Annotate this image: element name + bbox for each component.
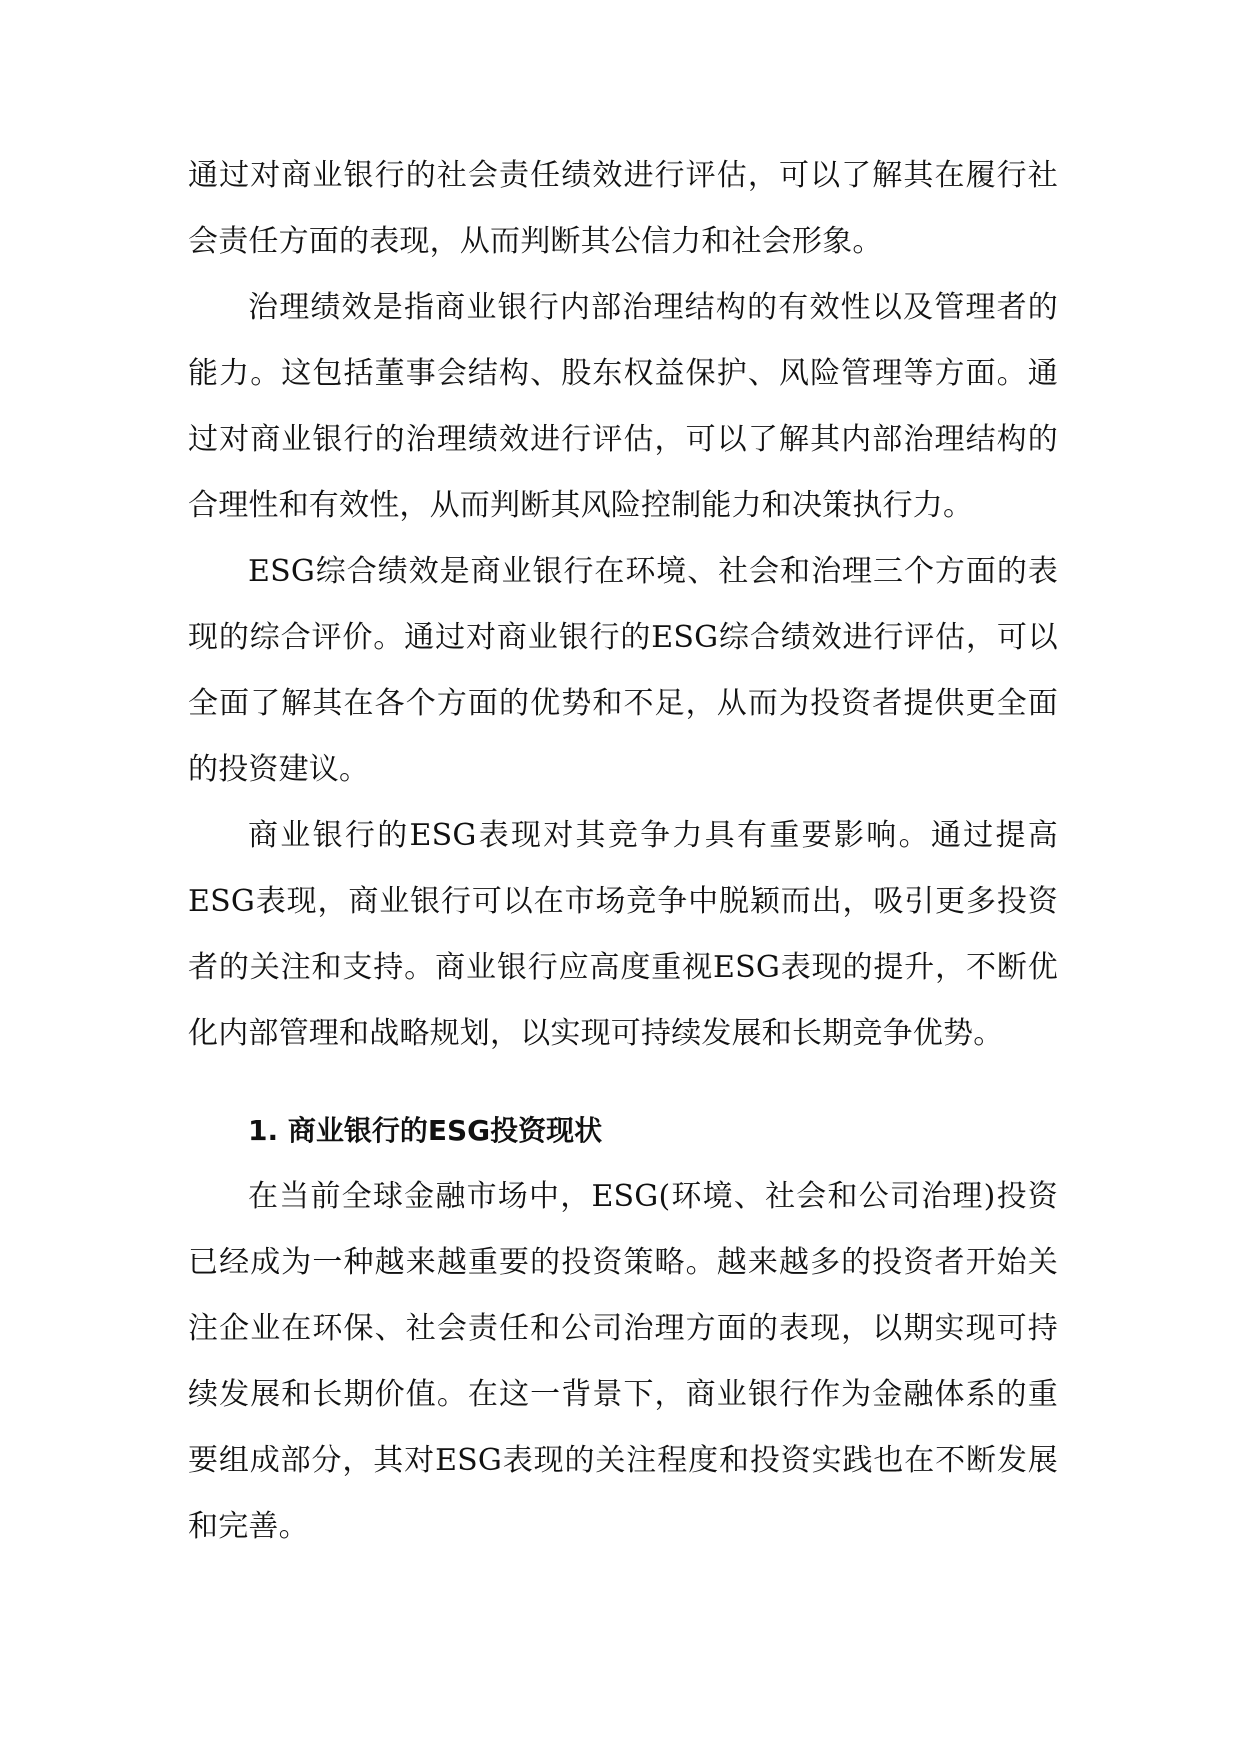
paragraph-esg-composite-performance: ESG综合绩效是商业银行在环境、社会和治理三个方面的表现的综合评价。通过对商业银行的ESG综合绩效进行评估，可以全面了解其在各个方面的优势和不足，从而为投资者提供更全面的投资建议。: [188, 554, 1058, 787]
paragraph-continuation: 通过对商业银行的社会责任绩效进行评估，可以了解其在履行社会责任方面的表现，从而判断其公信力和社会形象。: [188, 158, 1058, 259]
paragraph-esg-competitiveness: 商业银行的ESG表现对其竞争力具有重要影响。通过提高ESG表现，商业银行可以在市场竞争中脱颖而出，吸引更多投资者的关注和支持。商业银行应高度重视ESG表现的提升，不断优化内部管理和战略规划，以实现可持续发展和长期竞争优势。: [188, 818, 1058, 1051]
section-heading: 1. 商业银行的ESG投资现状: [248, 1114, 603, 1147]
paragraph-governance-performance: 治理绩效是指商业银行内部治理结构的有效性以及管理者的能力。这包括董事会结构、股东权益保护、风险管理等方面。通过对商业银行的治理绩效进行评估，可以了解其内部治理结构的合理性和有效性，从而判断其风险控制能力和决策执行力。: [188, 290, 1058, 523]
paragraph-esg-investment-status: 在当前全球金融市场中，ESG(环境、社会和公司治理)投资已经成为一种越来越重要的投资策略。越来越多的投资者开始关注企业在环保、社会责任和公司治理方面的表现，以期实现可持续发展和长期价值。在这一背景下，商业银行作为金融体系的重要组成部分，其对ESG表现的关注程度和投资实践也在不断发展和完善。: [188, 1179, 1058, 1544]
document-body: [188, 143, 1058, 1560]
